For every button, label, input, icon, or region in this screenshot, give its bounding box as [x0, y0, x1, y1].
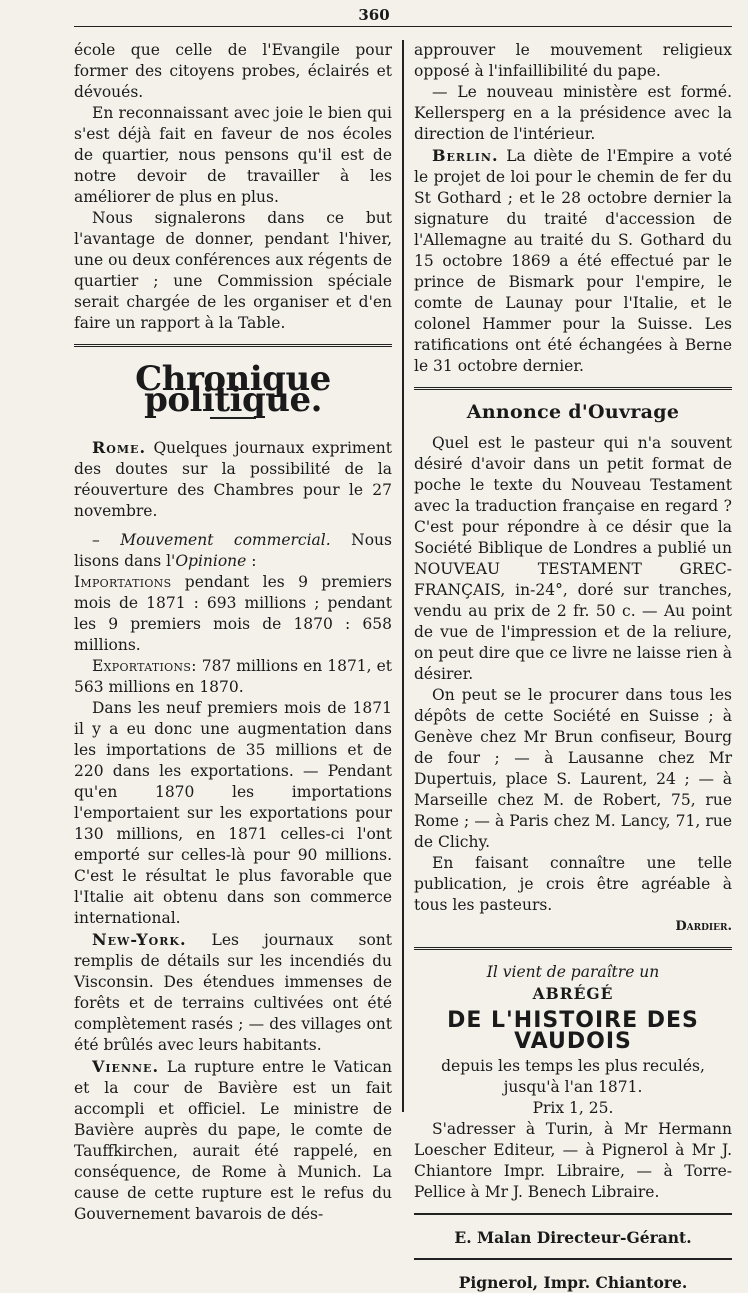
ad-subtitle-1: depuis les temps les plus reculés,	[441, 1057, 705, 1075]
rome-text: Quelques journaux expriment des doutes sur la possibilité de la réouverture des Chambres pour le 27 novembre.	[74, 439, 392, 520]
importations-paragraph	[74, 572, 392, 656]
opinione: Opinione	[175, 552, 247, 570]
berlin-paragraph	[414, 145, 732, 377]
ad-address: S'adresser à Turin, à Mr Hermann Loescher Editeur, — à Pignerol à Mr J. Chiantore Impr. Libraire, — à Torre-Pellice à Mr J. Benech Libraire.	[414, 1120, 732, 1201]
importations-label: Importations	[74, 573, 172, 591]
ad-intro: Il vient de paraître un	[486, 963, 660, 981]
analysis-paragraph: Dans les neuf premiers mois de 1871 il y a eu donc une augmentation dans les importations de 35 millions et de 220 dans les exportations. — Pendant qu'en 1870 les importations l'emportaient sur les exportations pour 130 millions, en 1871 celles-ci l'ont emporté sur celles-là pour 90 millions. C'est le résultat le plus favorable que l'Italie ait obtenu dans son commerce international.	[74, 699, 392, 927]
ad-abrege: ABRÉGÉ	[532, 984, 614, 1003]
rome-paragraph	[74, 437, 392, 522]
ad-price: Prix 1, 25.	[532, 1099, 614, 1117]
intro-paragraph-1: école que celle de l'Evangile pour former des citoyens probes, éclairés et dévoués.	[74, 41, 392, 101]
vienne-paragraph	[74, 1056, 392, 1225]
section-divider	[74, 344, 392, 347]
page-number: 360	[358, 6, 390, 24]
footer-editor: E. Malan Directeur-Gérant.	[454, 1228, 692, 1247]
footer-printer: Pignerol, Impr. Chiantore.	[458, 1273, 688, 1292]
footer-divider-1	[414, 1213, 732, 1215]
announce-title: Annonce d'Ouvrage	[466, 401, 680, 423]
intro-paragraph-3: Nous signalerons dans ce but l'avantage de donner, pendant l'hiver, une ou deux conférences aux régents de quartier ; une Commission spéciale serait chargée de les organiser et d'en faire un rapport à la Table.	[74, 209, 393, 332]
rome-heading: Rome.	[92, 438, 147, 457]
announce-divider	[414, 387, 732, 390]
section-title: Chronique politique.	[135, 359, 331, 420]
mouvement-paragraph: – Mouvement commercial. Nous lisons dans l'Opinione :	[74, 531, 392, 570]
intro-paragraph-2: En reconnaissant avec joie le bien qui s'est déjà fait en faveur de nos écoles de quartier, nous pensons qu'il est de notre devoir de travailler à les améliorer de plus en plus.	[74, 104, 392, 206]
signature: Dardier.	[675, 919, 732, 934]
footer-divider-2	[414, 1258, 732, 1260]
left-column	[74, 40, 392, 1225]
vienne-text: La rupture entre le Vatican et la cour de Bavière est un fait accompli et officiel. Le ministre de Bavière auprès du pape, le comte de Tauffkirchen, aurait été rappelé, en conséquence, de Rome à Munich. La cause de cette rupture est le refus du Gouvernement bavarois de dés-	[74, 1058, 392, 1223]
exportations-text: 787 millions en 1871, et 563 millions en 1870.	[74, 657, 392, 696]
header-rule	[74, 26, 732, 27]
ad-divider	[414, 947, 732, 950]
ad-subtitle-2: jusqu'à l'an 1871.	[503, 1078, 643, 1096]
berlin-heading: Berlin.	[432, 146, 499, 165]
exportations-label: Exportations:	[92, 657, 197, 675]
newyork-heading: New-York.	[92, 930, 187, 949]
column-divider	[402, 40, 404, 1112]
announce-paragraph-2: On peut se le procurer dans tous les dépôts de cette Société en Suisse ; à Genève chez Mr Brun confiseur, Bourg de four ; — à Lausanne chez Mr Dupertuis, place S. Laurent, 24 ; — à Marseille chez M. de Robert, 75, rue Rome ; — à Paris chez M. Lancy, 71, rue de Clichy.	[414, 686, 732, 851]
vienne-heading: Vienne.	[92, 1057, 160, 1076]
newyork-paragraph	[74, 929, 392, 1056]
exportations-paragraph	[74, 656, 392, 698]
newyork-text: Les journaux sont remplis de détails sur les incendiés du Visconsin. Des étendues immenses de forêts et de terrains cultivées ont été complètement rasés ; — des villages ont été brûlés avec leurs habitants.	[74, 931, 392, 1054]
continuation-paragraph: approuver le mouvement religieux opposé à l'infaillibilité du pape.	[414, 41, 732, 80]
berlin-text: La diète de l'Empire a voté le projet de loi pour le chemin de fer du St Gothard ; et le 28 octobre dernier la signature du traité d'accession de l'Allemagne au traité du S. Gothard du 15 octobre 1869 a été effectué par le prince de Bismark pour l'empire, le comte de Launay pour l'Italie, et le colonel Hammer pour la Suisse. Les ratifications ont été échangées à Berne le 31 octobre dernier.	[414, 147, 732, 375]
book-title: DE L'HISTOIRE DES VAUDOIS	[447, 1008, 699, 1054]
announce-paragraph-1: Quel est le pasteur qui n'a souvent désiré d'avoir dans un petit format de poche le texte du Nouveau Testament avec la traduction française en regard ? C'est pour répondre à ce désir que la Société Biblique de Londres a publié un NOUVEAU TESTAMENT GREC-FRANÇAIS, in-24°, doré sur tranches, vendu au prix de 2 fr. 50 c. — Au point de vue de l'impression et de la reliure, on peut dire que ce livre ne laisse rien à désirer.	[414, 434, 732, 683]
importations-text: pendant les 9 premiers mois de 1871 : 693 millions ; pendant les 9 premiers mois de 1870 : 658 millions.	[74, 573, 392, 654]
mouvement-label: Mouvement commercial.	[120, 531, 331, 549]
mouvement-end: :	[246, 552, 257, 570]
ministere-paragraph: — Le nouveau ministère est formé. Kellersperg en a la présidence avec la direction de l'intérieur.	[414, 83, 732, 143]
right-column	[414, 40, 732, 1293]
announce-paragraph-3: En faisant connaître une telle publication, je crois être agréable à tous les pasteurs.	[414, 854, 732, 914]
mouvement-text: Nous lisons dans l'	[74, 531, 392, 570]
